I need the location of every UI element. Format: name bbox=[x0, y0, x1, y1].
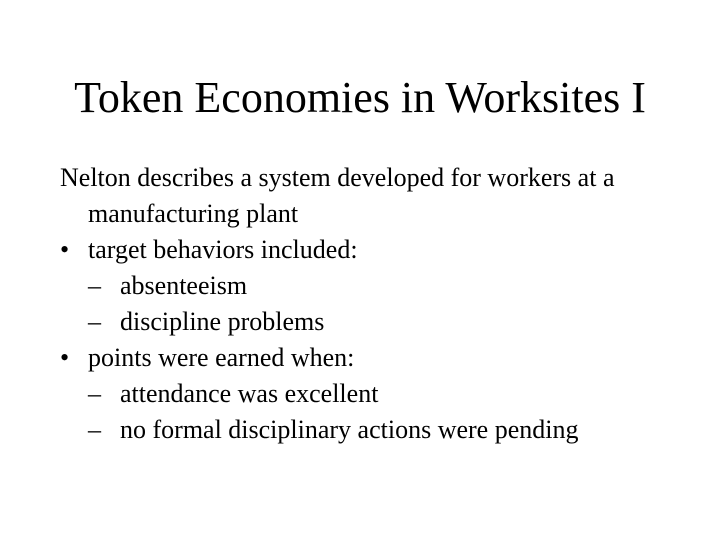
sub-item-text: discipline problems bbox=[120, 307, 325, 336]
sub-item-no-disciplinary-actions bbox=[60, 412, 700, 448]
sub-item-absenteeism bbox=[60, 268, 700, 304]
bullet-item-target-behaviors bbox=[60, 232, 700, 268]
sub-marker: – bbox=[88, 379, 101, 408]
bullet-marker: • bbox=[60, 235, 70, 264]
intro-paragraph: Nelton describes a system developed for workers at a manufacturing plant bbox=[60, 163, 615, 228]
sub-marker: – bbox=[88, 415, 101, 444]
bullet-text: points were earned when: bbox=[88, 343, 355, 372]
sub-item-text: no formal disciplinary actions were pending bbox=[120, 415, 579, 444]
slide-body bbox=[60, 160, 700, 448]
sub-item-discipline-problems bbox=[60, 304, 700, 340]
slide-title: Token Economies in Worksites I bbox=[74, 73, 646, 122]
bullet-marker: • bbox=[60, 343, 70, 372]
sub-item-attendance bbox=[60, 376, 700, 412]
sub-marker: – bbox=[88, 271, 101, 300]
bullet-item-points-earned bbox=[60, 340, 700, 376]
bullet-text: target behaviors included: bbox=[88, 235, 358, 264]
sub-item-text: attendance was excellent bbox=[120, 379, 379, 408]
sub-item-text: absenteeism bbox=[120, 271, 248, 300]
sub-marker: – bbox=[88, 307, 101, 336]
